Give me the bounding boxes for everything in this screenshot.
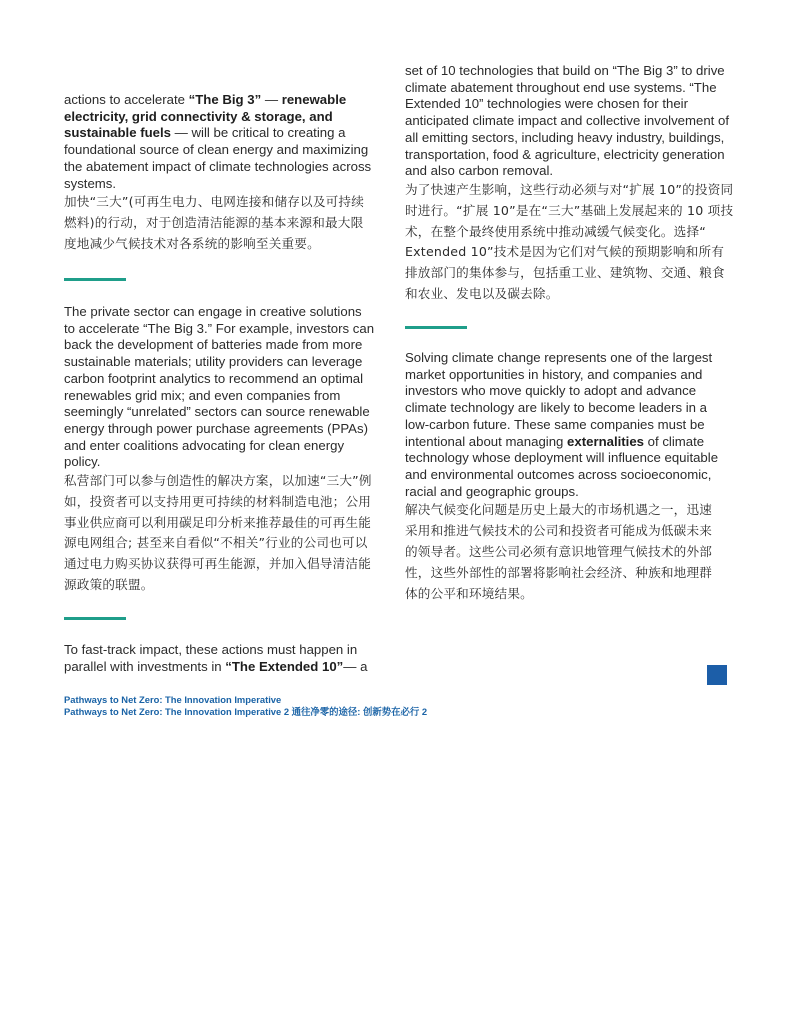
section-divider bbox=[64, 278, 126, 281]
extended10-term: “The Extended 10” bbox=[225, 658, 344, 674]
big3-list: renewable electricity, grid connectivity & storage, and sustainable fuels bbox=[64, 92, 347, 141]
left-column-fast-track bbox=[64, 642, 386, 675]
footer-title: Pathways to Net Zero: The Innovation Imperative bbox=[64, 694, 282, 705]
big3-term: “The Big 3” bbox=[188, 92, 262, 107]
big3-paragraph: actions to accelerate “The Big 3” — renewable electricity, grid connectivity & storage, and sustainable fuels — will be critical to creating a foundational source of clean energy and maximizing the abatement impact of climate technologies across systems. bbox=[64, 92, 372, 191]
left-column bbox=[64, 92, 376, 255]
extended10-paragraph-zh: 为了快速产生影响，这些行动必须与对“扩展 10”的投资同时进行。“扩展 10”是在“三大”基础上发展起来的 10 项技术，在整个最终使用系统中推动减缓气候变化。选择“ Extended 10”技术是因为它们对气候的预期影响和所有排放部门的集体参与，包括重工业、建筑物、交通、粮食和农业、发电以及碳去除。 bbox=[405, 181, 734, 301]
market-opportunity-paragraph: Solving climate change represents one of the largest market opportunities in history, and companies and investors who move quickly to adopt and advance climate technology are likely to become leaders in a low-carbon future. These same companies must be intentional about managing externalities of climate technology whose deployment will influence equitable and environmental outcomes across socioeconomic, racial and geographic groups. bbox=[405, 350, 719, 499]
fast-track-paragraph: To fast-track impact, these actions must happen in parallel with investments in “The Extended 10”— a bbox=[64, 642, 368, 674]
left-column-private-sector bbox=[64, 304, 376, 596]
private-sector-paragraph-zh: 私营部门可以参与创造性的解决方案，以加速“三大”例如，投资者可以支持用更可持续的材料制造电池；公用事业供应商可以利用碳足印分析来推荐最佳的可再生能源电网组合; 甚至来自看似“不相关”行业的公司也可以通过电力购买协议获得可再生能源，并加入倡导清洁能源政策的联盟。 bbox=[64, 473, 372, 593]
footer bbox=[64, 694, 427, 717]
externalities-term: externalities bbox=[567, 433, 645, 449]
private-sector-paragraph: The private sector can engage in creative solutions to accelerate “The Big 3.” For example, investors can back the development of batteries made from more sustainable materials; utility providers can leverage carbon footprint analytics to recommend an optimal renewables grid mix; and even companies from seemingly “unrelated” sectors can source renewable energy through power purchase agreements (PPAs) and enter coalitions advocating for clean energy policy. bbox=[64, 304, 375, 470]
right-column-market bbox=[405, 350, 723, 604]
right-column bbox=[405, 63, 735, 305]
section-divider bbox=[64, 617, 126, 620]
footer-title-bilingual: Pathways to Net Zero: The Innovation Imperative 2 通往净零的途径: 创新势在必行 2 bbox=[64, 705, 428, 717]
section-divider bbox=[405, 326, 467, 329]
big3-paragraph-zh: 加快“三大”(可再生电力、电网连接和储存以及可持续燃料)的行动，对于创造清洁能源的基本来源和最大限度地减少气候技术对各系统的影响至关重要。 bbox=[64, 194, 365, 251]
extended10-paragraph: set of 10 technologies that build on “The Big 3” to drive climate abatement throughout end use systems. “The Extended 10” technologies were chosen for their anticipated climate impact and collective involvement of all emitting sectors, including heavy industry, buildings, transportation, food & agriculture, electricity generation and also carbon removal. bbox=[405, 63, 729, 179]
market-opportunity-paragraph-zh: 解决气候变化问题是历史上最大的市场机遇之一，迅速采用和推进气候技术的公司和投资者可能成为低碳未来的领导者。这些公司必须有意识地管理气候技术的外部性，这些外部性的部署将影响社会经济、种族和地理群体的公平和环境结果。 bbox=[405, 502, 713, 601]
page-marker-square bbox=[707, 665, 727, 685]
